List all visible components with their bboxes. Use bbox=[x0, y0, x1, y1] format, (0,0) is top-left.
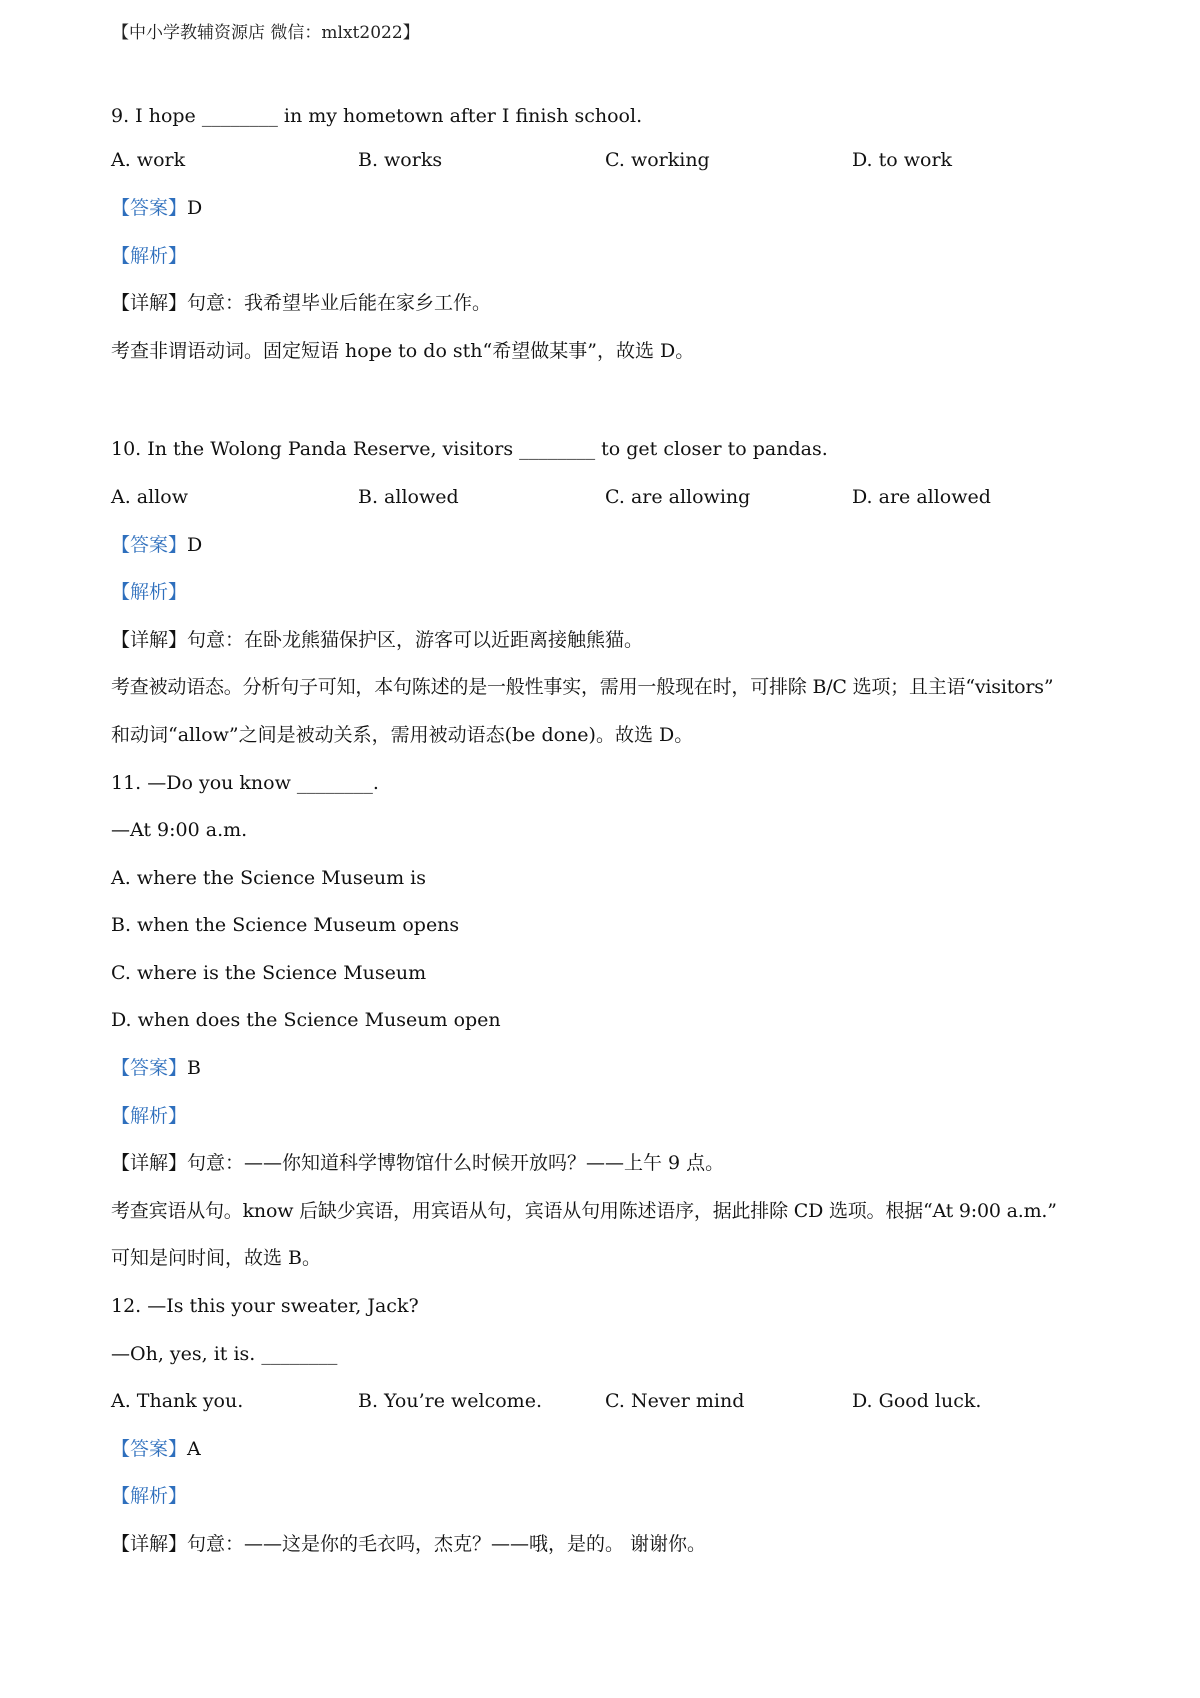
detail-label: 【详解】 bbox=[111, 292, 188, 314]
question-12-stem: 12. —Is this your sweater, Jack? bbox=[111, 1295, 419, 1317]
q9-detail: 句意：我希望毕业后能在家乡工作。 bbox=[187, 292, 492, 314]
q12-answer: A bbox=[187, 1438, 201, 1460]
q11-answer-line bbox=[111, 1056, 201, 1080]
answer-label: 【答案】 bbox=[111, 197, 188, 219]
q11-detail-line bbox=[111, 1151, 724, 1175]
q9-option-b: B. works bbox=[358, 149, 443, 171]
q11-answer: B bbox=[187, 1057, 201, 1079]
detail-label: 【详解】 bbox=[111, 1152, 188, 1174]
analysis-label: 【解析】 bbox=[111, 245, 188, 267]
q11-option-d: D. when does the Science Museum open bbox=[111, 1009, 501, 1031]
question-10-stem: 10. In the Wolong Panda Reserve, visitors ________ to get closer to pandas. bbox=[111, 438, 828, 460]
q11-explanation-1: 考查宾语从句。know 后缺少宾语，用宾语从句，宾语从句用陈述语序，据此排除 CD 选项。根据“At 9:00 a.m.” bbox=[111, 1200, 1057, 1222]
q12-option-b: B. You’re welcome. bbox=[358, 1390, 542, 1412]
q11-option-b: B. when the Science Museum opens bbox=[111, 914, 460, 936]
q12-option-a: A. Thank you. bbox=[111, 1390, 244, 1412]
q9-answer: D bbox=[187, 197, 203, 219]
analysis-label: 【解析】 bbox=[111, 581, 188, 603]
q9-option-a: A. work bbox=[111, 149, 186, 171]
q11-analysis-line bbox=[111, 1104, 187, 1128]
q10-option-c: C. are allowing bbox=[605, 486, 751, 508]
q10-detail-line bbox=[111, 628, 643, 652]
q10-analysis-line bbox=[111, 580, 187, 604]
q11-detail: 句意：——你知道科学博物馆什么时候开放吗？——上午 9 点。 bbox=[187, 1152, 725, 1174]
q10-answer: D bbox=[187, 534, 203, 556]
q12-option-c: C. Never mind bbox=[605, 1390, 745, 1412]
question-9-stem: 9. I hope ________ in my hometown after I finish school. bbox=[111, 105, 643, 127]
q11-reply: —At 9:00 a.m. bbox=[111, 819, 248, 841]
q11-explanation-2: 可知是问时间，故选 B。 bbox=[111, 1247, 322, 1269]
q10-option-b: B. allowed bbox=[358, 486, 459, 508]
answer-label: 【答案】 bbox=[111, 1438, 188, 1460]
q12-reply: —Oh, yes, it is. ________ bbox=[111, 1343, 338, 1365]
q12-answer-line bbox=[111, 1437, 201, 1461]
q9-detail-line bbox=[111, 291, 491, 315]
q11-option-c: C. where is the Science Museum bbox=[111, 962, 427, 984]
answer-label: 【答案】 bbox=[111, 534, 188, 556]
q12-detail: 句意：——这是你的毛衣吗，杰克？——哦，是的。 谢谢你。 bbox=[187, 1533, 707, 1555]
q9-explanation: 考查非谓语动词。固定短语 hope to do sth“希望做某事”，故选 D。 bbox=[111, 340, 695, 362]
analysis-label: 【解析】 bbox=[111, 1105, 188, 1127]
q10-explanation-2: 和动词“allow”之间是被动关系，需用被动语态(be done)。故选 D。 bbox=[111, 724, 694, 746]
q9-option-d: D. to work bbox=[852, 149, 953, 171]
q10-explanation-1: 考查被动语态。分析句子可知，本句陈述的是一般性事实，需用一般现在时，可排除 B/C 选项；且主语“visitors” bbox=[111, 676, 1054, 698]
answer-label: 【答案】 bbox=[111, 1057, 188, 1079]
page-header: 【中小学教辅资源店 微信：mlxt2022】 bbox=[112, 23, 420, 43]
q9-analysis-line bbox=[111, 244, 187, 268]
q10-answer-line bbox=[111, 533, 202, 557]
q9-answer-line bbox=[111, 196, 202, 220]
q12-analysis-line bbox=[111, 1484, 187, 1508]
q11-option-a: A. where the Science Museum is bbox=[111, 867, 427, 889]
q9-option-c: C. working bbox=[605, 149, 710, 171]
q12-detail-line bbox=[111, 1532, 706, 1556]
q10-detail: 句意：在卧龙熊猫保护区，游客可以近距离接触熊猫。 bbox=[187, 629, 644, 651]
detail-label: 【详解】 bbox=[111, 629, 188, 651]
detail-label: 【详解】 bbox=[111, 1533, 188, 1555]
analysis-label: 【解析】 bbox=[111, 1485, 188, 1507]
question-11-stem: 11. —Do you know ________. bbox=[111, 772, 379, 794]
q10-option-a: A. allow bbox=[111, 486, 188, 508]
q12-option-d: D. Good luck. bbox=[852, 1390, 982, 1412]
q10-option-d: D. are allowed bbox=[852, 486, 991, 508]
